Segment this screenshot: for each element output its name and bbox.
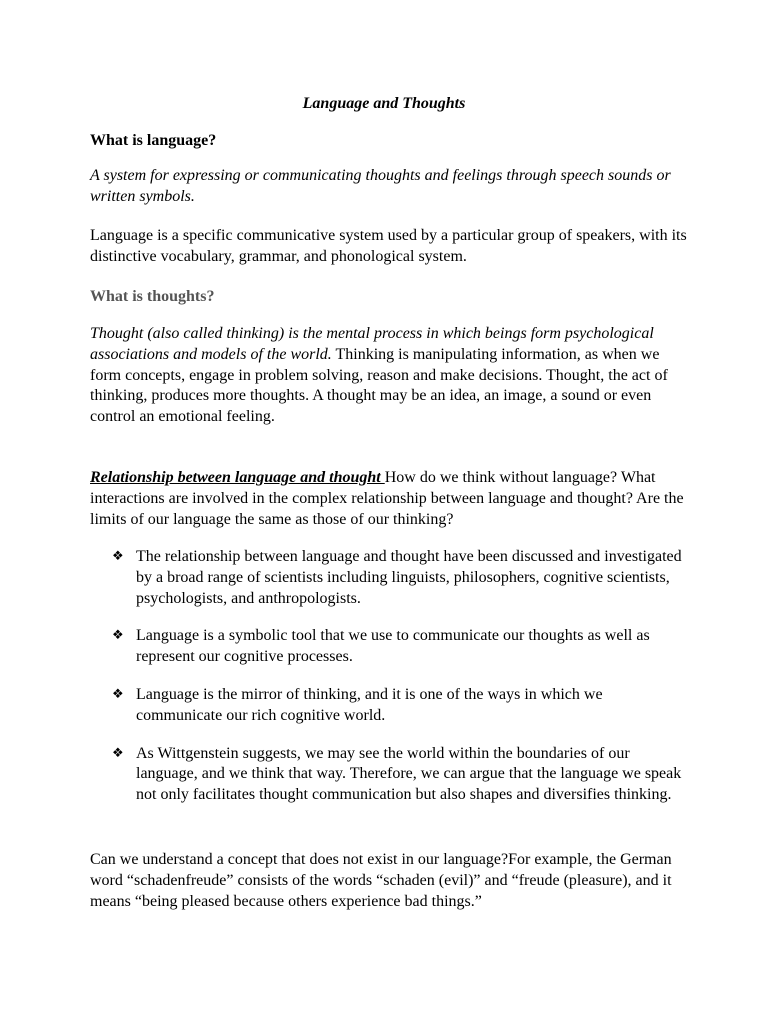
bullet-list — [112, 547, 692, 823]
list-item — [112, 547, 692, 609]
document-title: Language and Thoughts — [302, 95, 466, 112]
thought-paragraph — [90, 324, 690, 428]
relationship-heading: Relationship between language and thought — [90, 469, 385, 486]
final-paragraph: Can we understand a concept that does not exist in our language?For example, the German word “schadenfreude” consists of the words “schaden (evil)” and “freude (pleasure), and it means “being pleased because others experience bad things.” — [90, 851, 672, 910]
bullet-text: The relationship between language and thought have been discussed and investigated by a broad range of scientists including linguists, philosophers, cognitive scientists, psychologists, and anthropologists. — [136, 548, 682, 607]
relationship-paragraph — [90, 468, 690, 530]
diamond-star-bullet-icon: ❖ — [112, 686, 124, 702]
diamond-star-bullet-icon: ❖ — [112, 745, 124, 761]
language-paragraph: Language is a specific communicative system used by a particular group of speakers, with its distinctive vocabulary, grammar, and phonological system. — [90, 227, 687, 265]
diamond-star-bullet-icon: ❖ — [112, 549, 124, 564]
list-item — [112, 744, 692, 806]
bullet-text: Language is a symbolic tool that we use to communicate our thoughts as well as represent our cognitive processes. — [136, 627, 650, 666]
list-item — [112, 685, 692, 727]
thought-definition: Thought (also called thinking) is the mental process in which beings form psychological associations and models of the world. — [90, 325, 654, 363]
list-item — [112, 626, 692, 668]
diamond-star-bullet-icon: ❖ — [112, 628, 124, 644]
relationship-text: How do we think without language? What interactions are involved in the complex relationship between language and thought? Are the limits of our language the same as those of our thinking? — [90, 469, 684, 528]
bullet-text: Language is the mirror of thinking, and it is one of the ways in which we communicate our rich cognitive world. — [136, 685, 603, 724]
language-definition: A system for expressing or communicating thoughts and feelings through speech sounds or written symbols. — [90, 167, 671, 205]
heading-what-is-language: What is language? — [90, 132, 217, 149]
heading-what-is-thoughts: What is thoughts? — [90, 288, 215, 305]
thought-explanation: Thinking is manipulating information, as when we form concepts, engage in problem solving, reason and make decisions. Thought, the act of thinking, produces more thoughts. A thought may be an idea, an image, a sound or even control an emotional feeling. — [90, 345, 668, 426]
bullet-text: As Wittgenstein suggests, we may see the world within the boundaries of our language, and we think that way. Therefore, we can argue that the language we speak not only facilitates thought communication but also shapes and diversifies thinking. — [136, 744, 682, 804]
